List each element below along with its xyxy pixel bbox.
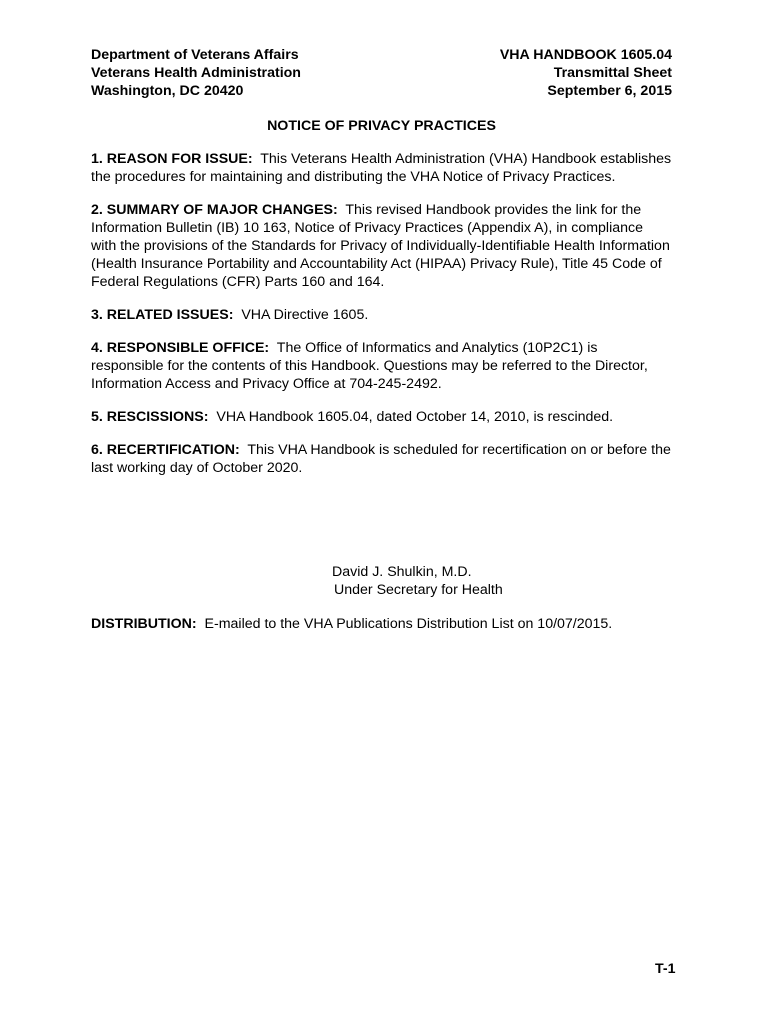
administration-name: Veterans Health Administration xyxy=(91,65,301,81)
section-label: 3. RELATED ISSUES: xyxy=(91,307,234,323)
section-recertification xyxy=(91,441,672,477)
header-left xyxy=(91,46,301,100)
distribution-text: E-mailed to the VHA Publications Distribution List on 10/07/2015. xyxy=(204,616,613,632)
section-label: 5. RESCISSIONS: xyxy=(91,409,209,425)
signer-name: David J. Shulkin, M.D. xyxy=(332,564,472,580)
department-name: Department of Veterans Affairs xyxy=(91,47,299,63)
address: Washington, DC 20420 xyxy=(91,83,244,99)
section-label: 1. REASON FOR ISSUE: xyxy=(91,151,253,167)
section-text: This revised Handbook provides the link for the Information Bulletin (IB) 10 163, Notice of Privacy Practices (Appendix A), in compliance with the provisions of the Standards for Privacy of Individually-Identifiable Health Information (Health Insurance Portability and Accountability Act (HIPAA) Privacy Rule), Title 45 Code of Federal Regulations (CFR) Parts 160 and 164. xyxy=(91,202,670,290)
section-text: VHA Directive 1605. xyxy=(241,307,369,323)
distribution-label: DISTRIBUTION: xyxy=(91,616,197,632)
section-label: 6. RECERTIFICATION: xyxy=(91,442,240,458)
document-title: NOTICE OF PRIVACY PRACTICES xyxy=(267,118,496,134)
document-page xyxy=(91,46,672,633)
document-header xyxy=(91,46,672,100)
section-text: This Veterans Health Administration (VHA) Handbook establishes the procedures for maintaining and distributing the VHA Notice of Privacy Practices. xyxy=(91,151,672,185)
section-reason xyxy=(91,150,672,186)
document-date: September 6, 2015 xyxy=(547,83,672,99)
distribution xyxy=(91,615,672,633)
section-summary xyxy=(91,201,672,291)
section-label: 4. RESPONSIBLE OFFICE: xyxy=(91,340,270,356)
section-label: 2. SUMMARY OF MAJOR CHANGES: xyxy=(91,202,338,218)
page-number: T-1 xyxy=(655,961,676,977)
section-text: This VHA Handbook is scheduled for recertification on or before the last working day of October 2020. xyxy=(91,442,671,476)
header-right xyxy=(500,46,672,100)
section-responsible xyxy=(91,339,672,393)
section-rescissions xyxy=(91,408,672,426)
section-related xyxy=(91,306,672,324)
handbook-number: VHA HANDBOOK 1605.04 xyxy=(499,47,672,63)
sheet-type: Transmittal Sheet xyxy=(553,65,672,81)
section-text: VHA Handbook 1605.04, dated October 14, 2010, is rescinded. xyxy=(216,409,614,425)
signer-title: Under Secretary for Health xyxy=(334,582,503,598)
section-text: The Office of Informatics and Analytics (10P2C1) is responsible for the contents of this Handbook. Questions may be referred to the Director, Information Access and Privacy Office at 704-245-2492. xyxy=(91,340,648,392)
signature-block xyxy=(332,563,672,599)
